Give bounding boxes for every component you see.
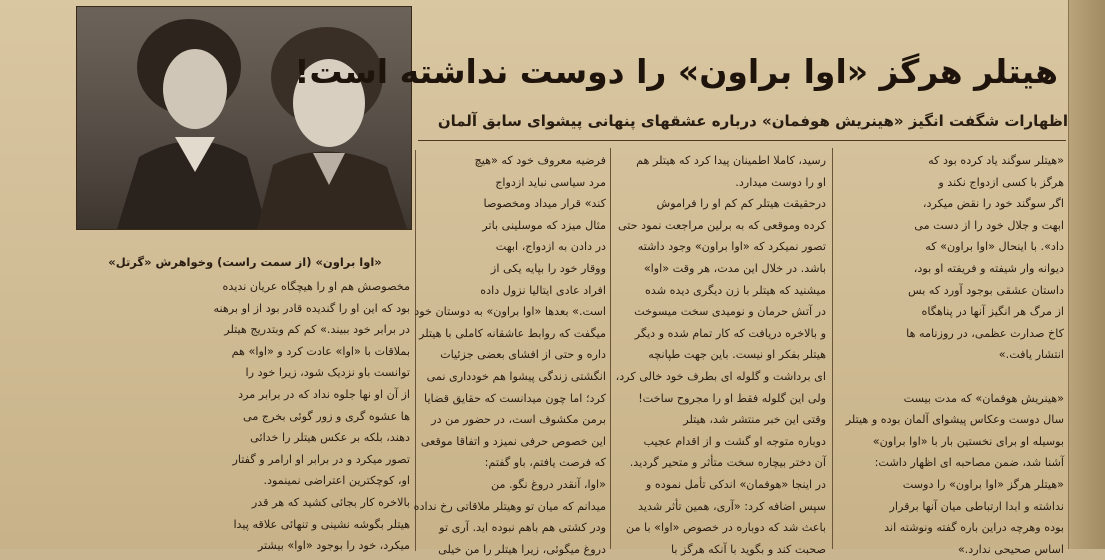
text-line: «اوا، آنقدر دروغ نگو. من <box>490 477 606 491</box>
header-divider <box>418 140 1066 141</box>
text-line: میکرد، خود را بوجود «اوا» بیشتر <box>257 539 410 553</box>
text-line: درحقیقت هیتلر کم کم او را فراموش <box>656 197 826 211</box>
text-line: دوباره متوجه او گشت و از اقدام عجیب <box>643 434 826 448</box>
column-4 <box>80 276 410 553</box>
column-divider <box>415 150 416 551</box>
column-3 <box>413 150 606 556</box>
text-line: دهند، بلکه بر عکس هیتلر را خدائی <box>250 431 410 445</box>
text-line: اگر سوگند خود را نقض میکرد، <box>922 197 1064 211</box>
text-line: در اینجا «هوفمان» اندکی تأمل نموده و <box>645 477 826 491</box>
text-line: رسید، کاملا اطمینان پیدا کرد که هیتلر هم <box>636 154 826 167</box>
column-divider <box>610 148 611 549</box>
text-line: برمن مکشوف است، در حضور من در <box>431 413 606 427</box>
text-line: مرد سیاسی نباید ازدواج <box>495 175 606 189</box>
text-line: تصور نمیکرد که «اوا براون» وجود داشته <box>637 240 826 254</box>
text-line: تصور میکرد و در برابر او ارامر و گفتار <box>232 452 410 466</box>
text-line: «هیتلر هرگز «اوا براون» را دوست <box>902 477 1064 491</box>
photo-caption: «اوا براون» (از سمت راست) وخواهرش «گرتل» <box>108 255 382 269</box>
text-line: از آن او نها جلوه نداد که در برابر مرد <box>238 387 410 401</box>
text-line: در برابر خود ببیند.» کم کم وبتدریج هیتلر <box>224 323 410 337</box>
text-line: بالاخره کار بجائی کشید که هر قدر <box>251 495 410 509</box>
text-line: توانست باو نزدیک شود، زیرا خود را <box>245 366 410 380</box>
text-line: انتشار یافت.» <box>998 348 1064 362</box>
text-line: آشنا شد، ضمن مصاحبه ای اظهار داشت: <box>874 456 1064 470</box>
text-line: فرضیه معروف خود که «هیچ <box>474 154 606 167</box>
text-line: وقتی این خبر منتشر شد، هیتلر <box>683 413 826 427</box>
text-line: بوسیله او برای نخستین بار با «اوا براون» <box>872 434 1064 448</box>
text-line: مخصوصش هم او را هیچگاه عریان ندیده <box>222 280 410 293</box>
text-line: داره و حتی از افشای بعضی جزئیات <box>440 348 606 362</box>
text-line: ها عشوه گری و زور گوئی بخرج می‌ <box>243 409 410 423</box>
text-line: بملاقات با «اوا» عادت کرد و «اوا» هم <box>231 344 410 358</box>
column-1 <box>838 150 1064 556</box>
text-line: کرده وموقعی که به برلین مراجعت نمود حتی <box>617 218 826 232</box>
text-line: است.» بعدها «اوا براون» به دوستان خود <box>414 305 606 319</box>
text-line: که فرصت یافتم، باو گفتم: <box>484 456 606 470</box>
text-line: ای برداشت و گلوله ای بطرف خود خالی کرد، <box>615 369 826 383</box>
text-line: نداشته و ابدا ارتباطی میان آنها برقرار <box>889 499 1064 513</box>
text-line: کرد؛ اما چون میدانست که حقایق قضایا <box>424 391 606 405</box>
text-line: آن دختر بیچاره سخت متأثر و متحیر گردید. <box>629 456 826 470</box>
text-line: دروغ میگوئی، زیرا هیتلر را من خیلی <box>438 542 606 556</box>
text-line: در آتش حرمان و نومیدی سخت میسوخت <box>634 305 826 319</box>
text-line: ووقار خود را بپایه یکی از <box>490 261 606 275</box>
text-line: سال دوست وعکاس پیشوای آلمان بوده و هیتلر <box>845 413 1064 427</box>
text-line: ابهت و جلال خود را از دست می <box>914 218 1064 232</box>
text-line: داستان عشقی بوجود آورد که بس <box>907 283 1064 297</box>
text-line: او را دوست میدارد. <box>735 175 826 189</box>
text-line: مثال میزد که موسلینی باتر <box>482 218 606 232</box>
text-line: صحبت کند و بگوید با آنکه هرگز با <box>670 542 826 556</box>
photo-illustration <box>77 7 411 229</box>
column-2 <box>615 150 826 556</box>
text-line: کند» قرار میداد ومخصوصا <box>483 197 606 211</box>
text-line: هیتلر بگوشه نشینی و تنهائی علاقه پیدا <box>233 517 410 531</box>
text-line: داد». با اینحال «اوا براون» که <box>925 240 1064 254</box>
article-photo <box>76 6 412 230</box>
text-line: در دادن به ازدواج، ابهت <box>495 240 606 254</box>
text-line: هیتلر بفکر او نیست. باین جهت طپانچه <box>648 348 826 362</box>
text-line: این خصوص حرفی نمیزد و اتفاقا موقعی <box>420 434 606 448</box>
column-divider <box>832 148 833 549</box>
text-line: میدانم که میان تو وهیتلر ملاقاتی رخ نداده <box>413 499 606 513</box>
text-line: و بالاخره دریافت که کار تمام شده و دیگر <box>634 326 826 340</box>
text-line: میگفت که روابط عاشقانه کاملی با هیتلر <box>419 326 606 340</box>
text-line: انگشتی زندگی پیشوا هم خودداری نمی <box>426 369 606 383</box>
text-line: بود که این او را گندیده قادر بود از او برهنه <box>213 301 410 315</box>
text-line: دیوانه وار شیفته و فریفته او بود، <box>913 261 1064 275</box>
text-line: سپس اضافه کرد: «آری، همین تأثر شدید <box>638 499 826 513</box>
text-line: ودر کشتی هم باهم نبوده اید. آری تو <box>439 521 606 535</box>
text-line: از مرگ هر انگیز آنها در پناهگاه <box>921 305 1064 319</box>
headline: هیتلر هرگز «اوا براون» را دوست نداشته است! <box>294 52 1058 91</box>
text-line: ولی این گلوله فقط او را مجروح ساخت! <box>638 391 826 405</box>
text-line: افراد عادی ایتالیا نزول داده <box>480 283 606 297</box>
text-line: باشد. در خلال این مدت، هر وقت «اوا» <box>643 261 826 275</box>
text-line: بوده وهرچه دراین باره گفته ونوشته اند <box>884 521 1064 535</box>
text-line <box>838 366 1064 388</box>
text-line: میشنید که هیتلر با زن دیگری دیده شده <box>645 283 826 297</box>
subheadline: اظهارات شگفت انگیز «هینریش هوفمان» درباره عشقهای پنهانی پیشوای سابق آلمان <box>437 112 1068 130</box>
text-line: باعث شد که دوباره در خصوص «اوا» با من <box>625 521 826 535</box>
page-edge-shadow <box>1068 0 1105 549</box>
text-line: هرگز با کسی ازدواج نکند و <box>938 175 1064 189</box>
text-line: «هیتلر سوگند یاد کرده بود که <box>928 154 1064 167</box>
text-line: کاخ صدارت عظمی، در روزنامه ها <box>906 326 1064 340</box>
text-line: اساس صحیحی ندارد.» <box>957 542 1064 556</box>
text-line: «هینریش هوفمان» که مدت بیست <box>903 391 1064 405</box>
text-line: او، کوچکترین اعتراضی نمینمود. <box>263 474 410 488</box>
